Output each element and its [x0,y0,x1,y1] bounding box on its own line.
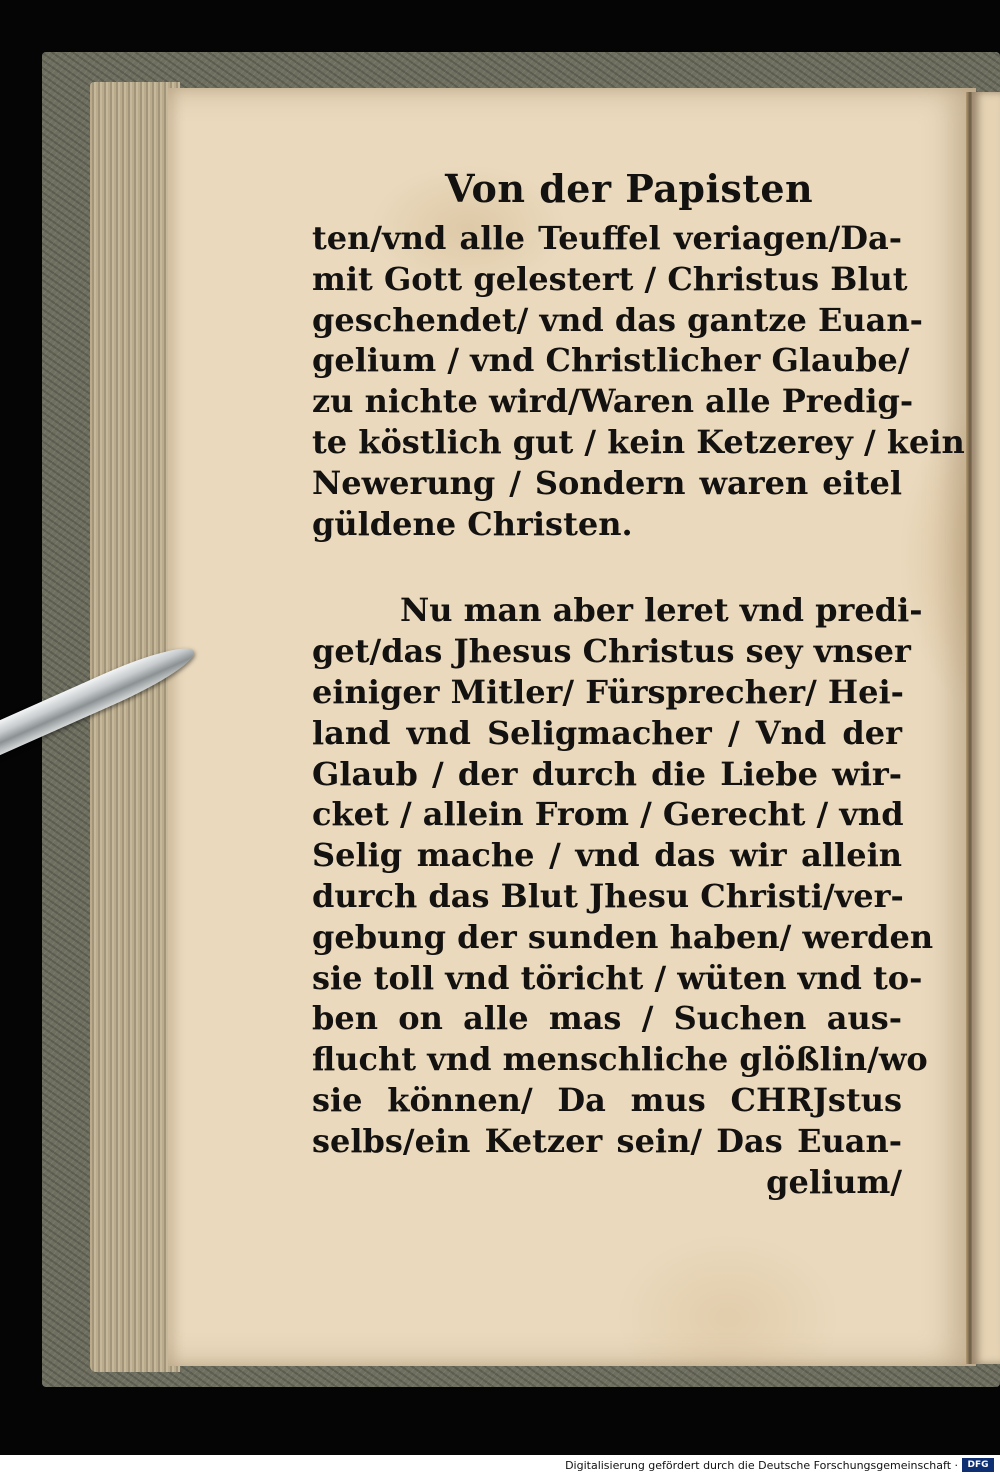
text-line: geschendet/ vnd das gantze Euan- [312,300,923,339]
text-line: einiger Mitler/ Fürsprecher/ Hei- [312,672,904,711]
text-line: güldene Christen. [312,504,633,543]
text-line: te köstlich gut / kein Ketzerey / kein [312,422,965,461]
text-line: zu nichte wird/Waren alle Predig- [312,382,914,421]
text-line: mit Gott gelestert / Christus Blut [312,259,908,298]
text-line: ben on alle mas / Suchen aus- [312,999,902,1038]
dfg-logo-icon: DFG [962,1458,994,1472]
catchword: gelium/ [766,1162,902,1201]
text-line: sie können/ Da mus CHRJstus [312,1080,902,1119]
paragraph-gap [312,544,902,590]
text-line: get/das Jhesus Christus sey vnser [312,632,911,671]
text-line: cket / allein From / Gerecht / vnd [312,795,904,834]
text-line: flucht vnd menschliche glößlin/wo [312,1040,928,1079]
text-line: Nu man aber leret vnd predi- [400,591,923,630]
funding-credit: Digitalisierung gefördert durch die Deutsche Forschungsgemeinschaft · [565,1459,958,1472]
text-line: gelium / vnd Christlicher Glaube/ [312,341,910,380]
text-line: Newerung / Sondern waren eitel [312,463,902,502]
text-line: selbs/ein Ketzer sein/ Das Euan- [312,1121,902,1160]
right-page-edge [972,92,1000,1364]
footer-bar [0,1455,1000,1476]
running-header: Von der Papisten [445,166,814,211]
text-line: durch das Blut Jhesu Christi/ver- [312,876,904,915]
text-line: gebung der sunden haben/ werden [312,917,934,956]
text-line: Glaub / der durch die Liebe wir- [312,754,902,793]
text-line: sie toll vnd töricht / wüten vnd to- [312,958,923,997]
text-line: land vnd Seligmacher / Vnd der [312,713,902,752]
text-line: Selig mache / vnd das wir allein [312,836,902,875]
text-line: ten/vnd alle Teuffel veriagen/Da- [312,219,902,257]
page-fore-edge [90,82,180,1372]
page-body-text [312,218,965,1202]
